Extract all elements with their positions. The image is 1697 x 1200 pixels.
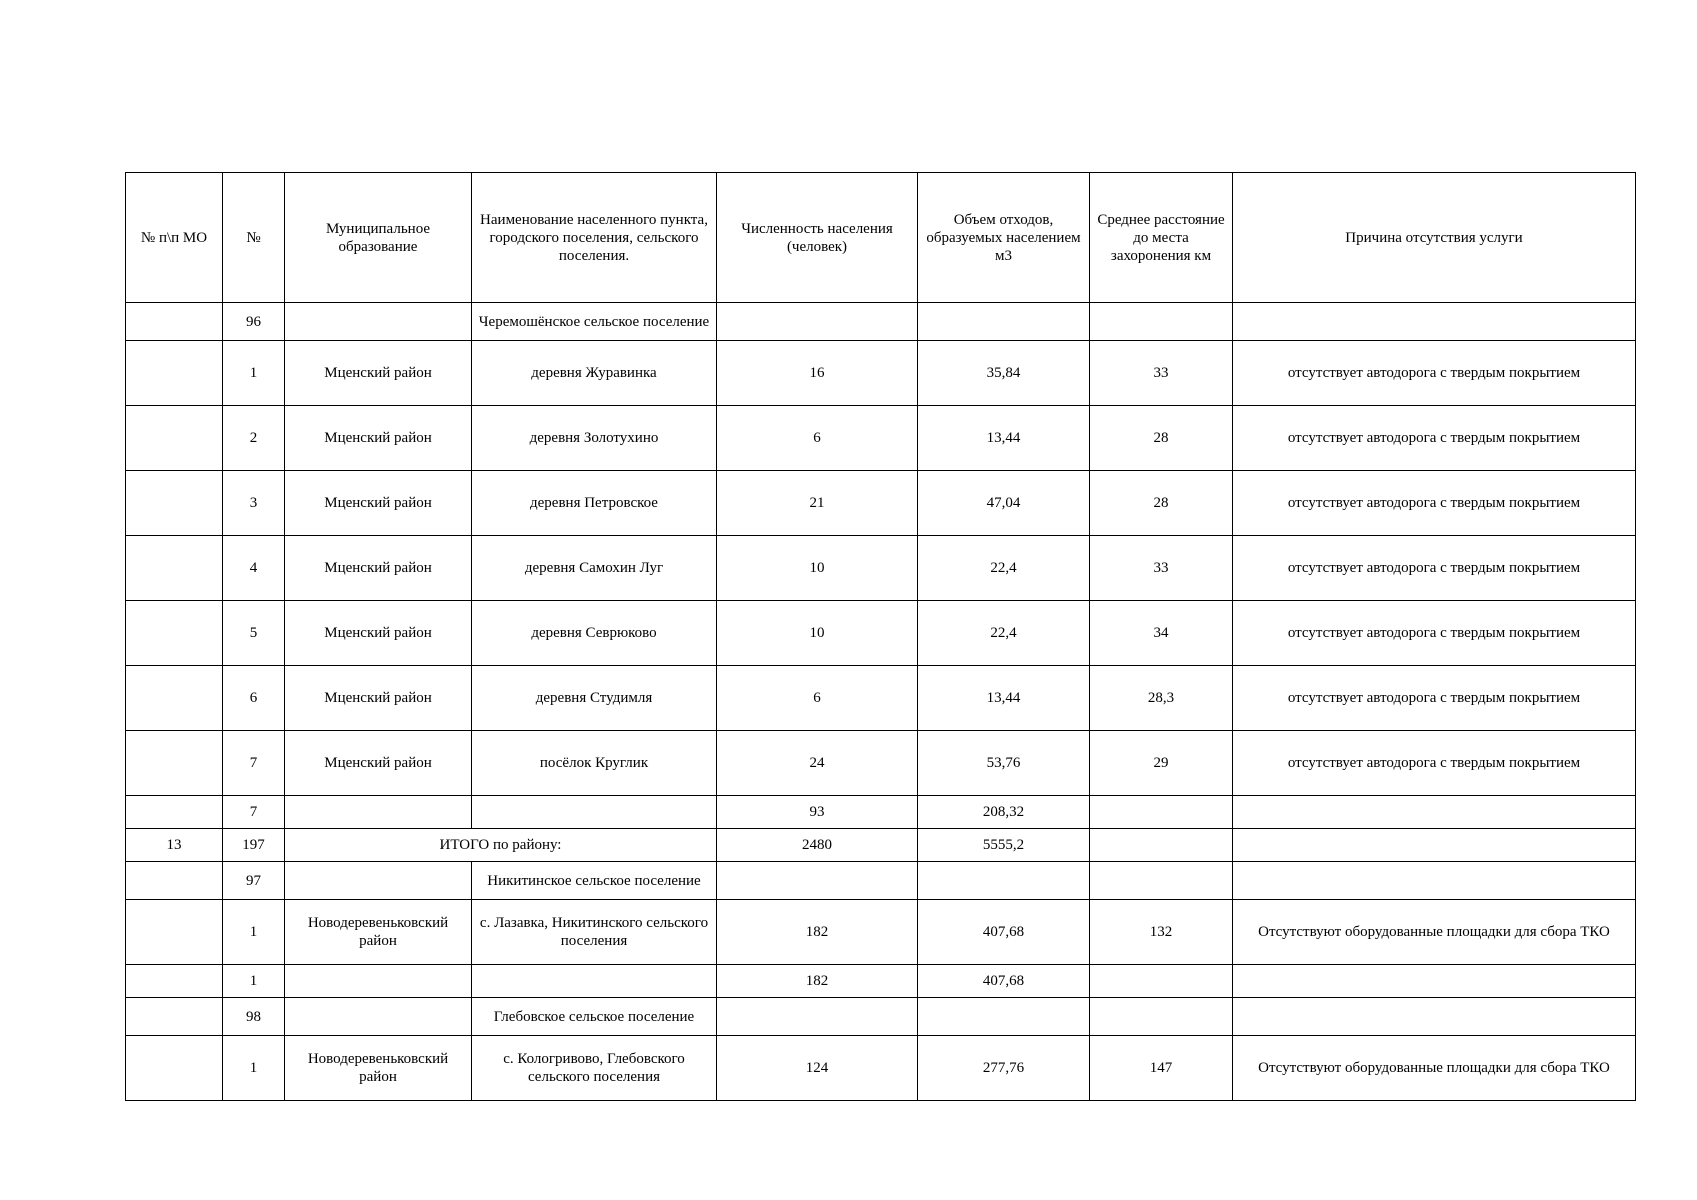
cell-waste xyxy=(918,998,1090,1036)
cell-reason xyxy=(1233,829,1636,862)
cell-waste: 407,68 xyxy=(918,900,1090,965)
cell-waste: 5555,2 xyxy=(918,829,1090,862)
cell-population xyxy=(717,862,918,900)
cell-reason: отсутствует автодорога с твердым покрытием xyxy=(1233,666,1636,731)
cell-number: 4 xyxy=(223,536,285,601)
settlement-group-row xyxy=(126,998,1636,1036)
cell-population: 182 xyxy=(717,900,918,965)
cell-number: 6 xyxy=(223,666,285,731)
cell-mo-number xyxy=(126,536,223,601)
cell-distance: 132 xyxy=(1090,900,1233,965)
cell-settlement-group: Черемошёнское сельское поселение xyxy=(472,303,717,341)
cell-mo-number xyxy=(126,900,223,965)
cell-distance xyxy=(1090,829,1233,862)
cell-settlement xyxy=(472,796,717,829)
header-number: № xyxy=(223,173,285,303)
cell-waste: 53,76 xyxy=(918,731,1090,796)
cell-municipality: Мценский район xyxy=(285,666,472,731)
cell-settlement: деревня Золотухино xyxy=(472,406,717,471)
table-row xyxy=(126,1036,1636,1101)
cell-population xyxy=(717,998,918,1036)
cell-mo-number xyxy=(126,998,223,1036)
cell-mo-number xyxy=(126,862,223,900)
cell-population: 6 xyxy=(717,406,918,471)
cell-distance xyxy=(1090,796,1233,829)
cell-mo-number xyxy=(126,601,223,666)
cell-settlement: посёлок Круглик xyxy=(472,731,717,796)
cell-mo-number xyxy=(126,341,223,406)
cell-reason: отсутствует автодорога с твердым покрытием xyxy=(1233,406,1636,471)
cell-number: 3 xyxy=(223,471,285,536)
cell-distance xyxy=(1090,965,1233,998)
cell-number: 1 xyxy=(223,341,285,406)
settlement-group-row xyxy=(126,303,1636,341)
cell-reason: отсутствует автодорога с твердым покрытием xyxy=(1233,341,1636,406)
header-distance: Среднее расстояние до места захоронения км xyxy=(1090,173,1233,303)
cell-reason: отсутствует автодорога с твердым покрытием xyxy=(1233,471,1636,536)
waste-service-table xyxy=(125,172,1636,1101)
subtotal-row xyxy=(126,796,1636,829)
cell-municipality: Мценский район xyxy=(285,601,472,666)
table-row xyxy=(126,341,1636,406)
cell-number: 7 xyxy=(223,796,285,829)
cell-reason xyxy=(1233,796,1636,829)
cell-settlement: с. Лазавка, Никитинского сельского поселения xyxy=(472,900,717,965)
settlement-group-row xyxy=(126,862,1636,900)
cell-settlement: деревня Петровское xyxy=(472,471,717,536)
cell-reason xyxy=(1233,965,1636,998)
cell-municipality xyxy=(285,862,472,900)
cell-population: 24 xyxy=(717,731,918,796)
cell-waste: 22,4 xyxy=(918,536,1090,601)
cell-waste: 208,32 xyxy=(918,796,1090,829)
cell-reason: отсутствует автодорога с твердым покрытием xyxy=(1233,536,1636,601)
cell-number: 7 xyxy=(223,731,285,796)
cell-waste: 277,76 xyxy=(918,1036,1090,1101)
header-waste-volume: Объем отходов, образуемых населением м3 xyxy=(918,173,1090,303)
cell-municipality xyxy=(285,965,472,998)
cell-reason xyxy=(1233,998,1636,1036)
cell-reason: Отсутствуют оборудованные площадки для сбора ТКО xyxy=(1233,900,1636,965)
cell-reason xyxy=(1233,303,1636,341)
cell-waste: 22,4 xyxy=(918,601,1090,666)
cell-municipality: Мценский район xyxy=(285,471,472,536)
cell-number: 1 xyxy=(223,965,285,998)
cell-municipality: Мценский район xyxy=(285,536,472,601)
header-reason: Причина отсутствия услуги xyxy=(1233,173,1636,303)
district-total-label: ИТОГО по району: xyxy=(285,829,717,862)
cell-distance xyxy=(1090,998,1233,1036)
cell-distance xyxy=(1090,303,1233,341)
table-row xyxy=(126,731,1636,796)
cell-mo-number xyxy=(126,303,223,341)
cell-waste: 47,04 xyxy=(918,471,1090,536)
cell-number: 1 xyxy=(223,1036,285,1101)
table-row xyxy=(126,601,1636,666)
table-header-row xyxy=(126,173,1636,303)
cell-waste: 13,44 xyxy=(918,406,1090,471)
cell-waste xyxy=(918,303,1090,341)
cell-population: 21 xyxy=(717,471,918,536)
cell-reason: Отсутствуют оборудованные площадки для сбора ТКО xyxy=(1233,1036,1636,1101)
cell-number: 98 xyxy=(223,998,285,1036)
cell-settlement: с. Кологривово, Глебовского сельского поселения xyxy=(472,1036,717,1101)
table-row xyxy=(126,666,1636,731)
cell-reason xyxy=(1233,862,1636,900)
cell-settlement-group: Глебовское сельское поселение xyxy=(472,998,717,1036)
cell-municipality xyxy=(285,796,472,829)
cell-distance: 28,3 xyxy=(1090,666,1233,731)
cell-distance: 33 xyxy=(1090,536,1233,601)
cell-population: 10 xyxy=(717,601,918,666)
header-settlement: Наименование населенного пункта, городского поселения, сельского поселения. xyxy=(472,173,717,303)
cell-settlement-group: Никитинское сельское поселение xyxy=(472,862,717,900)
table-row xyxy=(126,471,1636,536)
cell-waste: 13,44 xyxy=(918,666,1090,731)
cell-distance xyxy=(1090,862,1233,900)
cell-waste: 35,84 xyxy=(918,341,1090,406)
table-row xyxy=(126,536,1636,601)
cell-population: 2480 xyxy=(717,829,918,862)
cell-municipality xyxy=(285,303,472,341)
subtotal-row xyxy=(126,965,1636,998)
cell-municipality: Новодеревеньковский район xyxy=(285,900,472,965)
table-row xyxy=(126,900,1636,965)
cell-distance: 28 xyxy=(1090,471,1233,536)
cell-settlement: деревня Студимля xyxy=(472,666,717,731)
cell-settlement: деревня Севрюково xyxy=(472,601,717,666)
cell-number: 97 xyxy=(223,862,285,900)
cell-settlement: деревня Самохин Луг xyxy=(472,536,717,601)
cell-number: 96 xyxy=(223,303,285,341)
cell-waste: 407,68 xyxy=(918,965,1090,998)
cell-population: 124 xyxy=(717,1036,918,1101)
cell-mo-number xyxy=(126,965,223,998)
cell-mo-number xyxy=(126,1036,223,1101)
cell-mo-number xyxy=(126,796,223,829)
cell-number: 197 xyxy=(223,829,285,862)
cell-distance: 34 xyxy=(1090,601,1233,666)
header-mo-number: № п\п МО xyxy=(126,173,223,303)
cell-reason: отсутствует автодорога с твердым покрытием xyxy=(1233,601,1636,666)
header-municipality: Муниципальное образование xyxy=(285,173,472,303)
cell-population: 16 xyxy=(717,341,918,406)
cell-mo-number xyxy=(126,406,223,471)
cell-municipality: Мценский район xyxy=(285,406,472,471)
cell-population: 10 xyxy=(717,536,918,601)
cell-mo-number xyxy=(126,471,223,536)
cell-number: 5 xyxy=(223,601,285,666)
cell-mo-number xyxy=(126,731,223,796)
cell-waste xyxy=(918,862,1090,900)
cell-municipality: Новодеревеньковский район xyxy=(285,1036,472,1101)
cell-mo-number xyxy=(126,666,223,731)
cell-mo-number: 13 xyxy=(126,829,223,862)
cell-number: 1 xyxy=(223,900,285,965)
cell-settlement xyxy=(472,965,717,998)
table-row xyxy=(126,406,1636,471)
district-total-row xyxy=(126,829,1636,862)
cell-municipality: Мценский район xyxy=(285,731,472,796)
cell-distance: 28 xyxy=(1090,406,1233,471)
cell-population: 6 xyxy=(717,666,918,731)
cell-reason: отсутствует автодорога с твердым покрытием xyxy=(1233,731,1636,796)
cell-municipality xyxy=(285,998,472,1036)
cell-settlement: деревня Журавинка xyxy=(472,341,717,406)
cell-municipality: Мценский район xyxy=(285,341,472,406)
cell-population xyxy=(717,303,918,341)
cell-population: 93 xyxy=(717,796,918,829)
cell-distance: 33 xyxy=(1090,341,1233,406)
cell-distance: 29 xyxy=(1090,731,1233,796)
cell-population: 182 xyxy=(717,965,918,998)
cell-distance: 147 xyxy=(1090,1036,1233,1101)
cell-number: 2 xyxy=(223,406,285,471)
header-population: Численность населения (человек) xyxy=(717,173,918,303)
